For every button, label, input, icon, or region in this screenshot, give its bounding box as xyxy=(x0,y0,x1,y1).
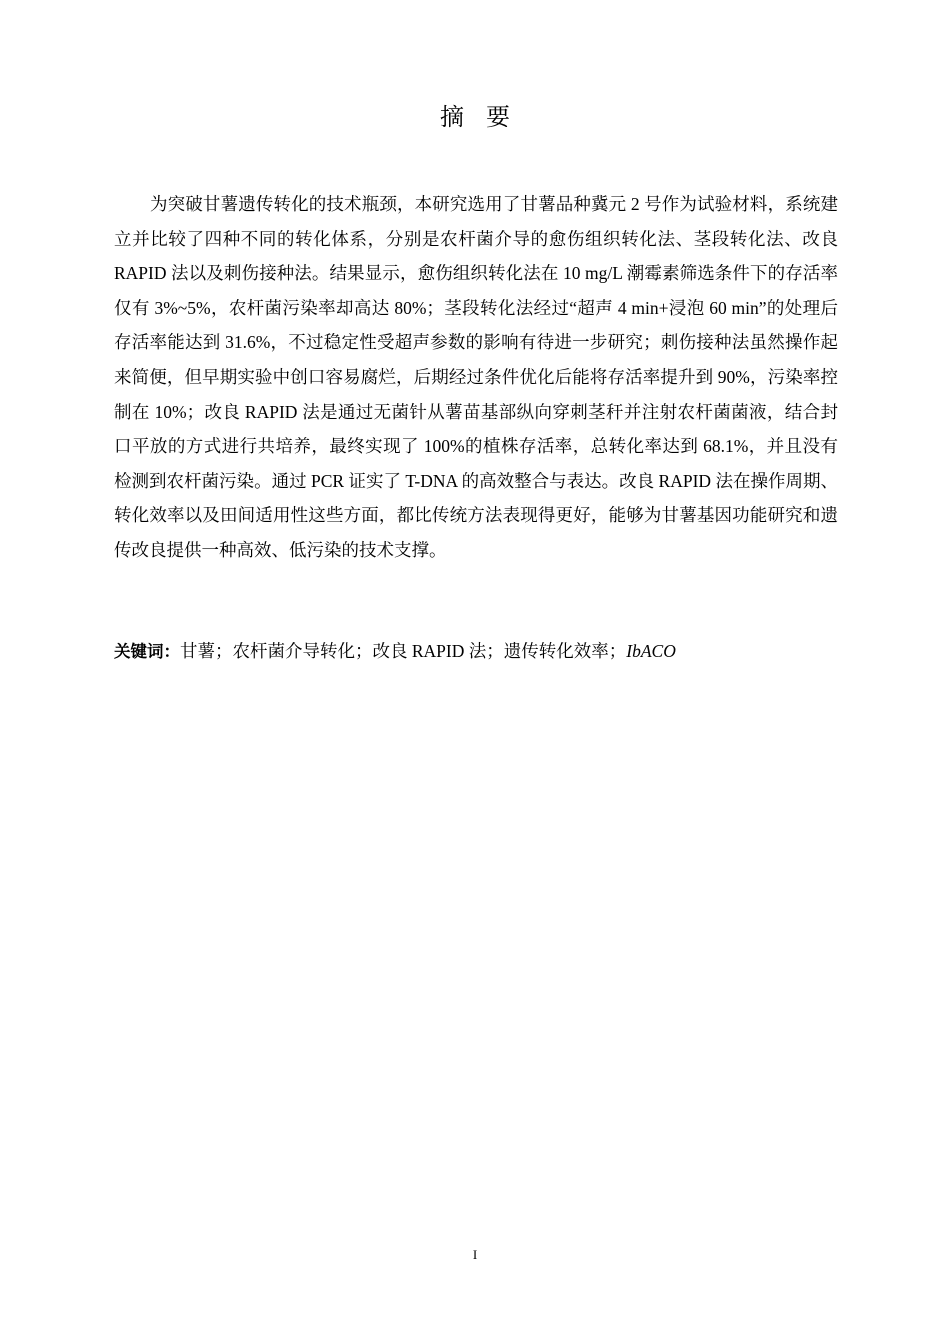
page-number: I xyxy=(472,1247,478,1262)
page-title: 摘要 xyxy=(440,105,532,131)
keyword-gene-name: IbACO xyxy=(626,641,676,661)
keywords-list: 甘薯；农杆菌介导转化；改良 RAPID 法；遗传转化效率； xyxy=(180,641,627,661)
keywords-line xyxy=(114,634,838,670)
abstract-paragraph: 为突破甘薯遗传转化的技术瓶颈，本研究选用了甘薯品种冀元 2 号作为试验材料，系统建立并比较了四种不同的转化体系，分别是农杆菌介导的愈伤组织转化法、茎段转化法、改良 RAPID 法以及刺伤接种法。结果显示，愈伤组织转化法在 10 mg/L 潮霉素筛选条件下的存活率仅有 3%~5%，农杆菌污染率却高达 80%；茎段转化法经过“超声 4 min+浸泡 60 min”的处理后存活率能达到 31.6%，不过稳定性受超声参数的影响有待进一步研究；刺伤接种法虽然操作起来简便，但早期实验中创口容易腐烂，后期经过条件优化后能将存活率提升到 90%，污染率控制在 10%；改良 RAPID 法是通过无菌针从薯苗基部纵向穿刺茎秆并注射农杆菌菌液，结合封口平放的方式进行共培养，最终实现了 100%的植株存活率，总转化率达到 68.1%，并且没有检测到农杆菌污染。通过 PCR 证实了 T-DNA 的高效整合与表达。改良 RAPID 法在操作周期、转化效率以及田间适用性这些方面，都比传统方法表现得更好，能够为甘薯基因功能研究和遗传改良提供一种高效、低污染的技术支撑。 xyxy=(114,194,838,560)
keywords-label: 关键词： xyxy=(114,642,180,661)
